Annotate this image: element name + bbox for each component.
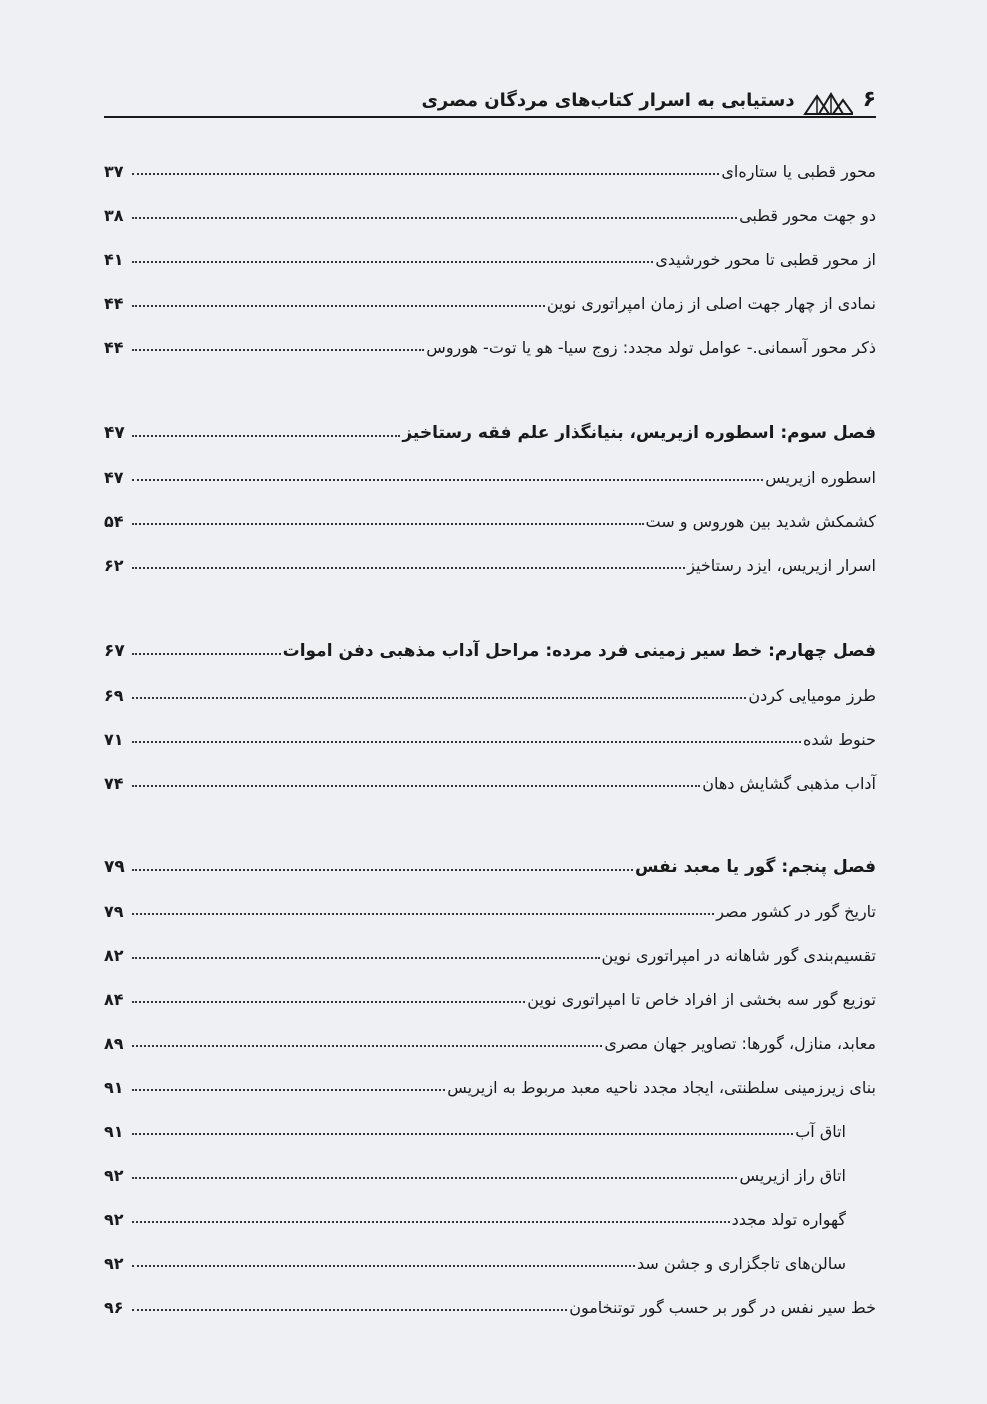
toc-entry-row	[104, 282, 876, 316]
toc-chapter-row	[104, 412, 876, 446]
toc-entry-row	[104, 978, 876, 1012]
toc-page-number: ۳۷	[104, 162, 124, 181]
toc-leader-dots	[132, 173, 719, 175]
toc-page-number: ۸۴	[104, 990, 124, 1009]
toc-entry-row	[104, 674, 876, 708]
toc-page-number: ۴۴	[104, 338, 124, 357]
running-title: دستیابی به اسرار کتاب‌های مردگان مصری	[421, 90, 795, 111]
toc-chapter-row	[104, 846, 876, 880]
toc-title: تاریخ گور در کشور مصر	[716, 902, 876, 921]
toc-page-number: ۳۸	[104, 206, 124, 225]
page-header	[104, 84, 876, 118]
toc-entry-row	[104, 194, 876, 228]
toc-title: از محور قطبی تا محور خورشیدی	[655, 250, 876, 269]
toc-title: بنای زیرزمینی سلطنتی، ایجاد مجدد ناحیه معبد مربوط به ازیریس	[447, 1078, 876, 1097]
toc-leader-dots	[132, 349, 424, 351]
toc-page-number: ۷۴	[104, 774, 124, 793]
toc-entry-row	[104, 1066, 876, 1100]
toc-leader-dots	[132, 1001, 525, 1003]
toc-page-number: ۶۷	[104, 641, 125, 661]
toc-leader-dots	[132, 957, 600, 959]
toc-page-number: ۹۲	[104, 1210, 124, 1229]
toc-entry-row	[104, 150, 876, 184]
toc-leader-dots	[132, 217, 737, 219]
toc-title: فصل سوم: اسطوره ازیریس، بنیانگذار علم فقه رستاخیز	[402, 423, 876, 443]
toc-entry-row	[104, 1154, 876, 1188]
toc-title: اسطوره ازیریس	[765, 468, 876, 487]
toc-leader-dots	[132, 741, 801, 743]
toc-leader-dots	[132, 305, 545, 307]
toc-leader-dots	[132, 523, 644, 525]
toc-entry-row	[104, 1242, 876, 1276]
toc-title: اتاق راز ازیریس	[739, 1166, 846, 1185]
toc-entry-row	[104, 500, 876, 534]
toc-leader-dots	[132, 785, 700, 787]
toc-title: خط سیر نفس در گور بر حسب گور توتنخامون	[569, 1298, 876, 1317]
toc-leader-dots	[132, 435, 400, 437]
toc-title: سالن‌های تاجگزاری و جشن سد	[637, 1254, 846, 1273]
toc-page-number: ۴۱	[104, 250, 124, 269]
toc-leader-dots	[132, 261, 653, 263]
toc-page-number: ۹۶	[104, 1298, 124, 1317]
toc-leader-dots	[132, 1177, 737, 1179]
toc-entry-row	[104, 238, 876, 272]
toc-leader-dots	[132, 1045, 602, 1047]
toc-title: فصل چهارم: خط سیر زمینی فرد مرده: مراحل آداب مذهبی دفن اموات	[282, 641, 876, 661]
toc-leader-dots	[132, 1089, 445, 1091]
toc-entry-row	[104, 326, 876, 360]
toc-title: نمادی از چهار جهت اصلی از زمان امپراتوری نوین	[546, 294, 876, 313]
toc-title: آداب مذهبی گشایش دهان	[702, 774, 876, 793]
toc-leader-dots	[132, 913, 714, 915]
toc-page-number: ۶۹	[104, 686, 124, 705]
toc-page-number: ۷۱	[104, 730, 124, 749]
toc-page-number: ۶۲	[104, 556, 124, 575]
pyramids-icon	[803, 90, 853, 116]
toc-title: اتاق آب	[795, 1122, 846, 1141]
toc-chapter-row	[104, 630, 876, 664]
toc-page-number: ۴۴	[104, 294, 124, 313]
toc-title: فصل پنجم: گور یا معبد نفس	[635, 857, 876, 877]
toc-title: کشمکش شدید بین هوروس و ست	[645, 512, 876, 531]
toc-leader-dots	[132, 869, 633, 871]
toc-page-number: ۹۲	[104, 1166, 124, 1185]
toc-entry-row	[104, 1022, 876, 1056]
toc-leader-dots	[132, 1265, 635, 1267]
toc-title: تقسیم‌بندی گور شاهانه در امپراتوری نوین	[601, 946, 876, 965]
toc-leader-dots	[132, 1221, 730, 1223]
toc-title: طرز مومیایی کردن	[748, 686, 876, 705]
toc-page-number: ۹۲	[104, 1254, 124, 1273]
toc-entry-row	[104, 456, 876, 490]
toc-title: معابد، منازل، گورها: تصاویر جهان مصری	[604, 1034, 876, 1053]
toc-page-number: ۸۹	[104, 1034, 124, 1053]
toc-entry-row	[104, 1110, 876, 1144]
toc-title: گهواره تولد مجدد	[731, 1210, 846, 1229]
toc-entry-row	[104, 890, 876, 924]
page-number: ۶	[862, 87, 876, 112]
toc-title: توزیع گور سه بخشی از افراد خاص تا امپراتوری نوین	[527, 990, 876, 1009]
toc-entry-row	[104, 544, 876, 578]
toc-entry-row	[104, 718, 876, 752]
toc-title: محور قطبی یا ستاره‌ای	[721, 162, 876, 181]
toc-page-number: ۷۹	[104, 902, 124, 921]
toc-page-number: ۷۹	[104, 857, 125, 877]
toc-leader-dots	[132, 1133, 793, 1135]
toc-title: دو جهت محور قطبی	[739, 206, 876, 225]
toc-page-number: ۴۷	[104, 468, 124, 487]
toc-leader-dots	[132, 479, 763, 481]
toc-page-number: ۸۲	[104, 946, 124, 965]
toc-title: ذکر محور آسمانی.- عوامل تولد مجدد: زوج سیا- هو یا توت- هوروس	[426, 338, 876, 357]
toc-page-number: ۹۱	[104, 1078, 124, 1097]
toc-leader-dots	[132, 1309, 567, 1311]
toc-title: اسرار ازیریس، ایزد رستاخیز	[687, 556, 876, 575]
toc-entry-row	[104, 1286, 876, 1320]
toc-page-number: ۴۷	[104, 423, 125, 443]
toc-entry-row	[104, 762, 876, 796]
toc-page-number: ۵۴	[104, 512, 124, 531]
toc-leader-dots	[132, 697, 746, 699]
toc-leader-dots	[132, 567, 685, 569]
toc-entry-row	[104, 1198, 876, 1232]
toc-leader-dots	[132, 653, 281, 655]
toc-title: حنوط شده	[802, 730, 876, 749]
toc-page-number: ۹۱	[104, 1122, 124, 1141]
toc-entry-row	[104, 934, 876, 968]
